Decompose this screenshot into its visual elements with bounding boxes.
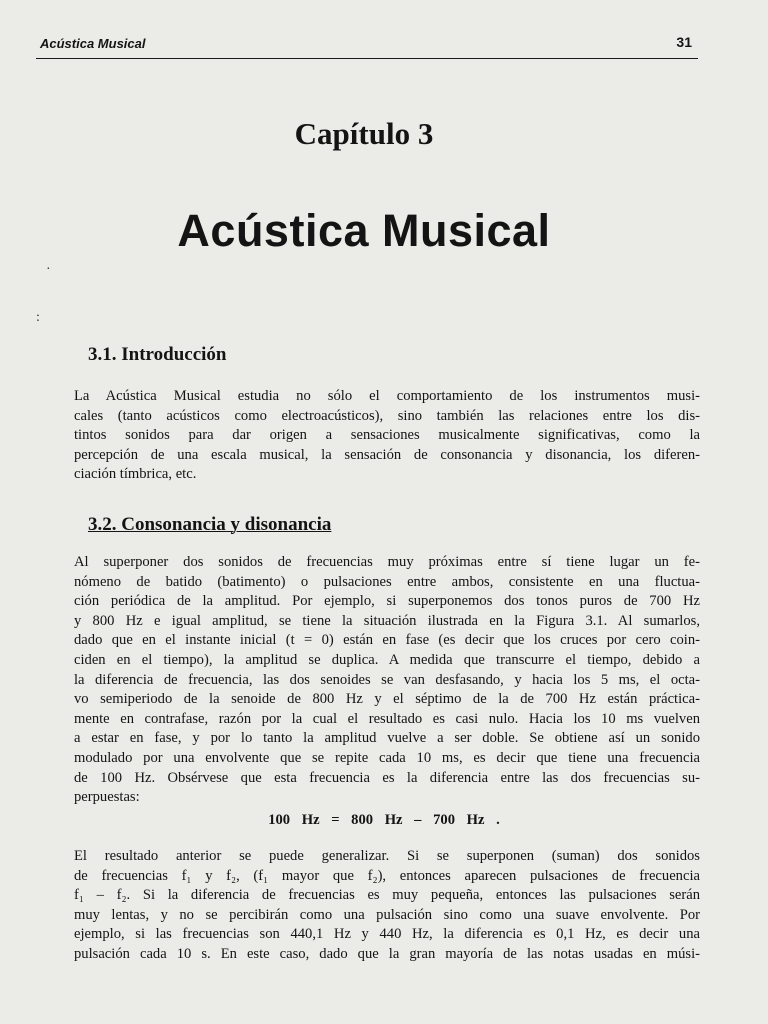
text-line: El resultado anterior se puede generalizar. Si se superponen (suman) dos sonidos [74,848,700,864]
text-line: muy lentas, y no se percibirán como una pulsación sino como una suave envolvente. Por [74,906,700,923]
text-line: perpuestas: [74,789,140,806]
page-number: 31 [676,34,692,50]
text-line: f₁ – f₂. Si la diferencia de frecuencias es muy pequeña, entonces las pulsaciones serán [74,887,700,904]
text-line: y 800 Hz e igual amplitud, se tiene la situación ilustrada en la Figura 3.1. Al sumarlos, [74,612,700,629]
text-line: ciden en el tiempo), la amplitud se duplica. A medida que transcurre el tiempo, debido a [74,651,700,668]
scan-speck: · [46,262,51,277]
text-line: ejemplo, si las frecuencias son 440,1 Hz y 440 Hz, la diferencia es 0,1 Hz, es decir una [74,926,700,943]
section-heading-introduccion: 3.1. Introducción [88,344,227,365]
text-line: cales (tanto acústicos como electroacústicos), sino también las relaciones entre los dis- [74,407,700,424]
text-line: percepción de una escala musical, la sensación de consonancia y disonancia, los diferen- [74,446,700,463]
chapter-title: Acústica Musical [177,205,551,256]
section-heading-consonancia: 3.2. Consonancia y disonancia [88,514,332,535]
text-line: de 100 Hz. Obsérvese que esta frecuencia es la diferencia entre las dos frecuencias su- [74,769,700,786]
text-line: pulsación cada 10 s. En este caso, dado que la gran mayoría de las notas usadas en músi- [74,945,700,962]
text-line: nómeno de batido (batimento) o pulsaciones entre ambos, consistente en una fluctua- [74,573,700,590]
running-title: Acústica Musical [40,36,146,51]
paragraph-introduccion [74,387,700,485]
text-line: modulado por una envolvente que se repite cada 10 ms, es decir que tiene una frecuencia [74,749,700,766]
paragraph-batido [74,553,700,808]
text-line: La Acústica Musical estudia no sólo el comportamiento de los instrumentos musi- [74,388,700,404]
text-line: Al superponer dos sonidos de frecuencias muy próximas entre sí tiene lugar un fe- [74,554,700,570]
text-line: ción periódica de la amplitud. Por ejemplo, si superponemos dos tonos puros de 700 Hz [74,593,700,610]
text-line: la diferencia de frecuencia, las dos senoides se van desfasando, y hacia los 5 ms, el octa- [74,671,700,688]
text-line: dado que en el instante inicial (t = 0) están en fase (es decir que los cruces por cero coin- [74,632,700,649]
text-line: ciación tímbrica, etc. [74,466,197,483]
text-line: tintos sonidos para dar origen a sensaciones musicalmente significativas, como la [74,427,700,444]
text-line: a estar en fase, y por lo tanto la amplitud vuelve a ser doble. Se obtiene así un sonido [74,730,700,747]
equation: 100 Hz = 800 Hz – 700 Hz . [268,812,500,828]
scan-speck: : [36,310,40,325]
running-header [36,34,698,59]
text-line: vo semiperiodo de la senoide de 800 Hz y el séptimo de la de 700 Hz están práctica- [74,691,700,708]
text-line: mente en contrafase, razón por la cual el resultado es casi nulo. Hacia los 10 ms vuelven [74,710,700,727]
chapter-label: Capítulo 3 [294,116,434,151]
paragraph-pulsaciones [74,847,700,965]
text-line: de frecuencias f₁ y f₂, (f₁ mayor que f₂), entonces aparecen pulsaciones de frecuencia [74,867,700,884]
